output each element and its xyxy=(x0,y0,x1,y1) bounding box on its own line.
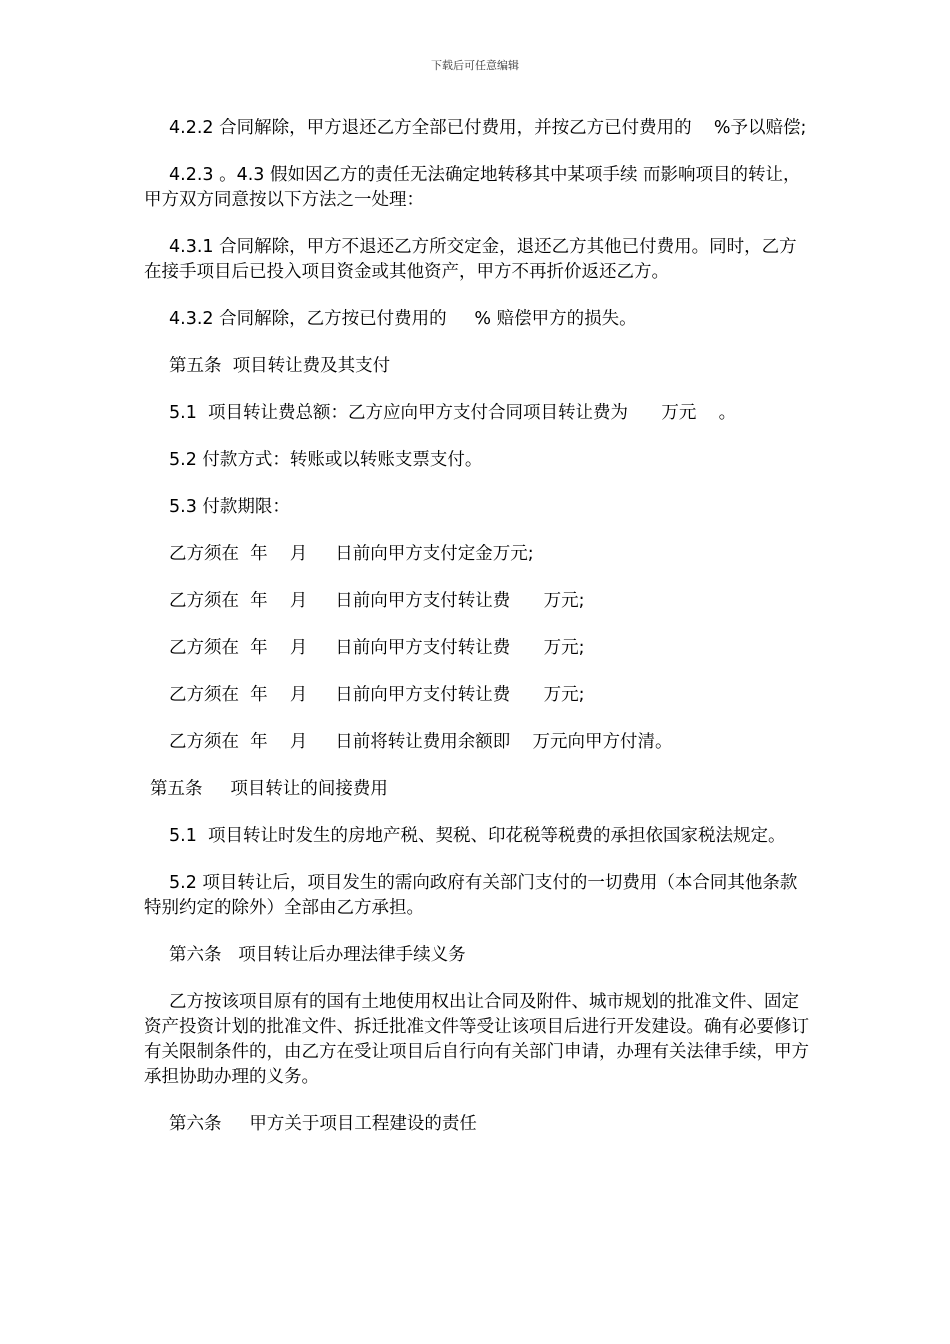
article-6-legal-body: 乙方按该项目原有的国有土地使用权出让合同及附件、城市规划的批准文件、固定资产投资计划的批准文件、拆迁批准文件等受让该项目后进行开发建设。确有必要修订有关限制条件的，由乙方在受让项目后自行向有关部门申请，办理有关法律手续，甲方承担协助办理的义务。 xyxy=(144,992,809,1087)
clause-5-2: 5.2 付款方式：转账或以转账支票支付。 xyxy=(169,450,483,470)
clause-4-2-2: 4.2.2 合同解除，甲方退还乙方全部已付费用，并按乙方已付费用的 %予以赔偿; xyxy=(169,118,807,138)
indirect-cost-5-2: 5.2 项目转让后，项目发生的需向政府有关部门支付的一切费用（本合同其他条款特别约定的除外）全部由乙方承担。 xyxy=(144,873,798,918)
clause-4-3-2: 4.3.2 合同解除，乙方按已付费用的 % 赔偿甲方的损失。 xyxy=(169,309,637,329)
article-6-legal-heading: 第六条 项目转让后办理法律手续义务 xyxy=(169,945,466,965)
clause-4-3-1: 4.3.1 合同解除，甲方不退还乙方所交定金，退还乙方其他已付费用。同时，乙方在接手项目后已投入项目资金或其他资产，甲方不再折价返还乙方。 xyxy=(144,237,797,282)
article-5-indirect-costs-heading: 第五条 项目转让的间接费用 xyxy=(150,779,388,799)
article-6-construction-heading: 第六条 甲方关于项目工程建设的责任 xyxy=(169,1114,477,1134)
article-5-heading: 第五条 项目转让费及其支付 xyxy=(169,356,391,376)
document-body xyxy=(144,116,814,1159)
clause-5-3: 5.3 付款期限： xyxy=(169,497,290,517)
payment-line-4: 乙方须在 年 月 日前向甲方支付转让费 万元; xyxy=(169,685,585,705)
payment-line-2: 乙方须在 年 月 日前向甲方支付转让费 万元; xyxy=(169,591,585,611)
payment-line-3: 乙方须在 年 月 日前向甲方支付转让费 万元; xyxy=(169,638,585,658)
clause-5-1: 5.1 项目转让费总额：乙方应向甲方支付合同项目转让费为 万元 。 xyxy=(169,403,737,423)
payment-line-1: 乙方须在 年 月 日前向甲方支付定金万元; xyxy=(169,544,534,564)
page-header-note: 下载后可任意编辑 xyxy=(431,59,519,72)
clause-4-2-3: 4.2.3 。4.3 假如因乙方的责任无法确定地转移其中某项手续 而影响项目的转让，甲方双方同意按以下方法之一处理： xyxy=(144,165,801,210)
indirect-cost-5-1: 5.1 项目转让时发生的房地产税、契税、印花税等税费的承担依国家税法规定。 xyxy=(169,826,786,846)
payment-line-5: 乙方须在 年 月 日前将转让费用余额即 万元向甲方付清。 xyxy=(169,732,673,752)
